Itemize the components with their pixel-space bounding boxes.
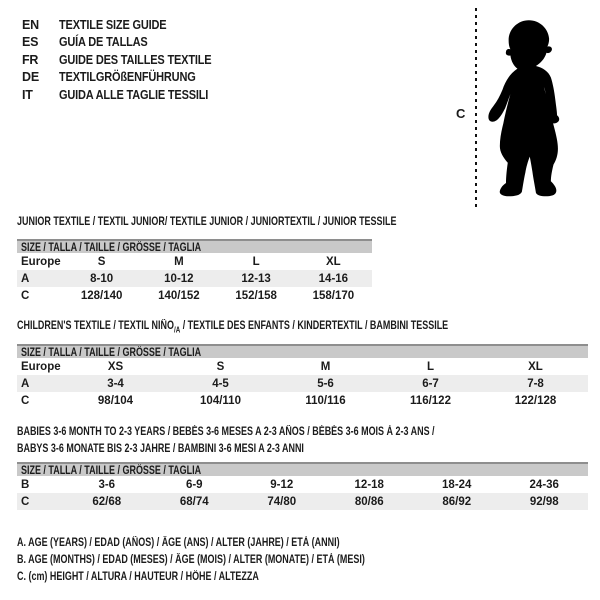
row-label: A [21,377,30,390]
size-cell: 104/110 [200,394,241,407]
language-code: FR [22,52,39,67]
size-cell: 74/80 [267,495,297,508]
footnote-text: C. (cm) HEIGHT / ALTURA / HAUTEUR / HÖHE / ALTEZZA [17,571,259,583]
size-cell: XL [326,255,341,268]
section-title-junior [17,216,503,228]
size-cell: L [252,255,260,268]
size-cell: 140/152 [158,289,200,302]
size-cell: 9-12 [270,478,294,491]
row-label: B [21,478,30,491]
size-cell: 86/92 [442,495,472,508]
language-row [22,86,232,104]
size-header-bar [17,344,588,358]
size-cell: 158/170 [312,289,355,302]
section-title-text: JUNIOR TEXTILE / TEXTIL JUNIOR/ TEXTILE JUNIOR / JUNIORTEXTIL / JUNIOR TESSILE [17,216,397,228]
section-title-babies-line2 [17,443,385,455]
baby-figure [450,4,580,216]
size-cell: 12-13 [241,272,271,285]
footnote-c [17,569,327,586]
size-cell: 6-9 [185,478,203,491]
footnote-text: A. AGE (YEARS) / EDAD (AÑOS) / ÂGE (ANS) / ALTER (JAHRE) / ETÀ (ANNI) [17,537,340,549]
table-row [17,358,588,375]
size-cell: 3-4 [107,377,124,390]
footnote-a [17,535,431,552]
children-size-table [17,344,588,409]
size-cell: 24-36 [529,478,559,491]
language-title: TEXTILGRÖßENFÜHRUNG [59,70,196,85]
row-label: Europe [21,255,61,268]
language-row [22,69,232,87]
table-row [17,392,588,409]
size-header-text: SIZE / TALLA / TAILLE / GRÖSSE / TAGLIA [21,347,202,359]
language-title: GUÍA DE TALLAS [59,35,148,50]
language-title: TEXTILE SIZE GUIDE [59,17,167,32]
table-row [17,493,588,510]
babies-size-table [17,462,588,510]
size-cell: 8-10 [90,272,114,285]
size-cell: 68/74 [179,495,209,508]
section-title-children [17,320,570,334]
size-header-text: SIZE / TALLA / TAILLE / GRÖSSE / TAGLIA [21,242,202,254]
size-cell: 10-12 [164,272,194,285]
table-row [17,287,372,304]
size-cell: 62/68 [92,495,122,508]
row-label: A [21,272,30,285]
size-header-text: SIZE / TALLA / TAILLE / GRÖSSE / TAGLIA [21,465,202,477]
language-code: DE [22,70,39,85]
table-row [17,253,372,270]
section-title-babies-line1 [17,426,552,438]
size-cell: 92/98 [529,495,559,508]
size-cell: 152/158 [235,289,277,302]
language-code: EN [22,17,39,32]
row-label: C [21,495,30,508]
size-cell: 14-16 [318,272,349,285]
size-cell: M [320,360,331,373]
language-title: GUIDA ALLE TAGLIE TESSILI [59,87,209,102]
section-title-text: BABYS 3-6 MONATE BIS 2-3 JAHRE / BAMBINI 3-6 MESI A 2-3 ANNI [17,443,304,455]
size-cell: XL [528,360,543,373]
size-cell: L [426,360,435,373]
section-title-text: BABIES 3-6 MONTH TO 2-3 YEARS / BEBÉS 3-6 MESES A 2-3 AÑOS / BÉBÉS 3-6 MOIS À 2-3 ANS / [17,426,435,438]
size-header-bar [17,239,372,253]
height-c-label: C [456,106,466,121]
size-cell: 6-7 [422,377,439,390]
size-cell: 7-8 [527,377,544,390]
table-row [17,476,588,493]
table-row [17,375,588,392]
size-cell: 80/86 [354,495,384,508]
size-cell: 128/140 [80,289,123,302]
row-label: C [21,289,30,302]
size-cell: 98/104 [97,394,134,407]
size-cell: 116/122 [410,394,451,407]
size-cell: 3-6 [98,478,116,491]
size-cell: 122/128 [514,394,557,407]
size-header-bar [17,462,588,476]
row-label: C [21,394,30,407]
junior-size-table [17,239,372,304]
language-row [22,34,232,52]
language-code: ES [22,35,39,50]
language-code: IT [22,87,33,102]
size-cell: 18-24 [442,478,472,491]
size-cell: S [216,360,225,373]
row-label: Europe [21,360,61,373]
size-cell: 12-18 [354,478,384,491]
size-cell: 110/116 [305,394,346,407]
language-list [22,16,232,104]
title-subscript: /A [173,325,181,335]
language-title: GUIDE DES TAILLES TEXTILE [59,52,212,67]
footnote-text: B. AGE (MONTHS) / EDAD (MESES) / ÂGE (MOIS) / ALTER (MONATE) / ETÀ (MESI) [17,554,365,566]
baby-silhouette-icon [484,6,572,214]
section-title-text: CHILDREN'S TEXTILE / TEXTIL $NIÑO_{/A}$ / TEXTILE DES ENFANTS / KINDERTEXTIL / BAMBINI TESSILE [17,320,449,335]
language-row [22,51,232,69]
size-cell: XS [107,360,124,373]
language-row [22,16,232,34]
footnote-b [17,552,463,569]
size-cell: 5-6 [317,377,334,390]
size-cell: 4-5 [212,377,229,390]
size-cell: M [174,255,184,268]
height-dotted-line [475,8,477,208]
size-cell: S [97,255,106,268]
table-row [17,270,372,287]
